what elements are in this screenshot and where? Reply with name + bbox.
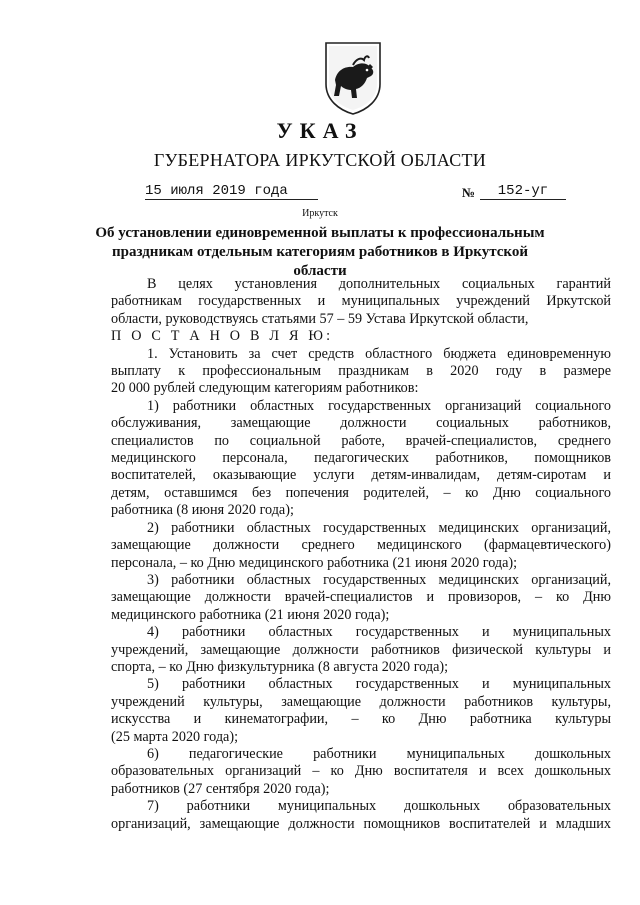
body-line: выплату к профессиональным праздникам в 2020 году в размере bbox=[111, 363, 611, 380]
document-body bbox=[111, 276, 611, 833]
body-line: работникам государственных и муниципальных учреждений Иркутской bbox=[111, 293, 611, 310]
body-line: замещающие должности среднего медицинского (фармацевтического) bbox=[111, 537, 611, 554]
body-line: обслуживания, замещающие должности социальных работников, bbox=[111, 415, 611, 432]
body-line: работника (8 июня 2020 года); bbox=[111, 502, 294, 519]
decree-number-label: № bbox=[462, 185, 476, 200]
body-line: В целях установления дополнительных социальных гарантий bbox=[147, 276, 611, 292]
document-subtitle: ГУБЕРНАТОРА ИРКУТСКОЙ ОБЛАСТИ bbox=[153, 150, 487, 170]
decree-date-value: 15 июля 2019 года bbox=[145, 183, 318, 200]
body-line: 7) работники муниципальных дошкольных образовательных bbox=[147, 798, 611, 815]
city-name: Иркутск bbox=[302, 208, 338, 219]
body-line: 3) работники областных государственных медицинских организаций, bbox=[147, 571, 611, 588]
body-line: спорта, – ко Дню физкультурника (8 августа 2020 года); bbox=[111, 658, 449, 675]
body-line: 6) педагогические работники муниципальных дошкольных bbox=[147, 745, 611, 762]
body-line: 20 000 рублей следующим категориям работников: bbox=[111, 380, 419, 397]
body-line: образовательных организаций – ко Дню воспитателя и всех дошкольных bbox=[111, 763, 611, 780]
heading-line: праздникам отдельным категориям работников в Иркутской области bbox=[111, 244, 529, 279]
decree-keyword: П О С Т А Н О В Л Я Ю: bbox=[111, 328, 334, 345]
body-line: учреждений, замещающие должности работников физической культуры и bbox=[111, 641, 611, 658]
heading-line: Об установлении единовременной выплаты к профессиональным bbox=[95, 225, 545, 241]
body-line: искусства и кинематографии, – ко Дню работника культуры bbox=[111, 711, 611, 728]
body-line: 4) работники областных государственных и муниципальных bbox=[147, 624, 611, 641]
body-line: детям, оставшимся без попечения родителей, – ко Дню социального bbox=[111, 484, 611, 501]
body-line: 2) работники областных государственных медицинских организаций, bbox=[147, 519, 611, 536]
body-line: медицинского персонала, педагогических работников, помощников bbox=[111, 450, 611, 467]
body-line: 5) работники областных государственных и муниципальных bbox=[147, 676, 611, 693]
body-line: замещающие должности врачей-специалистов и провизоров, – ко Дню bbox=[111, 589, 611, 606]
document-title: УКАЗ bbox=[276, 118, 364, 143]
decree-number: 152-уг bbox=[480, 183, 566, 200]
body-line: организаций, замещающие должности помощников воспитателей и младших bbox=[111, 815, 611, 832]
coat-of-arms-icon bbox=[323, 40, 383, 116]
body-line: персонала, – ко Дню медицинского работника (21 июня 2020 года); bbox=[111, 554, 518, 571]
body-line: учреждений культуры, замещающие должности работников культуры, bbox=[111, 693, 611, 710]
body-line: воспитателей, оказывающие услуги детям-инвалидам, детям-сиротам и bbox=[111, 467, 611, 484]
body-line: области, руководствуясь статьями 57 – 59 Устава Иркутской области, bbox=[111, 310, 529, 327]
body-line: 1. Установить за счет средств областного бюджета единовременную bbox=[147, 345, 611, 362]
document-heading bbox=[90, 224, 550, 281]
body-line: (25 марта 2020 года); bbox=[111, 728, 239, 745]
body-line: работников (27 сентября 2020 года); bbox=[111, 780, 330, 797]
decree-date bbox=[145, 183, 318, 200]
body-line: 1) работники областных государственных организаций социального bbox=[147, 397, 611, 414]
body-line: специалистов по социальной работе, врачей-специалистов, среднего bbox=[111, 432, 611, 449]
body-line: медицинского работника (21 июня 2020 года); bbox=[111, 606, 390, 623]
